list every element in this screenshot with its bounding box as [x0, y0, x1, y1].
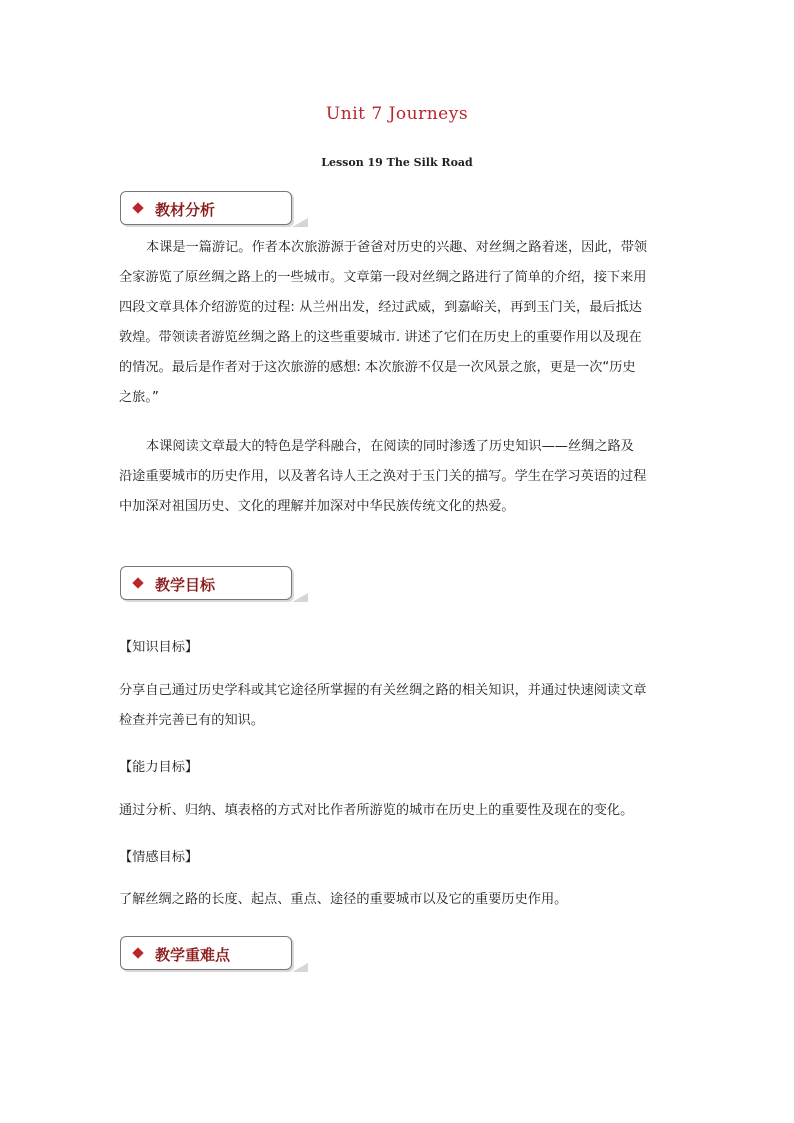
section-heading-goals	[120, 566, 292, 600]
text-line: 中加深对祖国历史、文化的理解并加深对中华民族传统文化的热爱。	[119, 499, 515, 514]
text-line: 本课是一篇游记。作者本次旅游源于爸爸对历史的兴趣、对丝绸之路着迷，因此，带领	[146, 240, 648, 255]
unit-title: Unit 7 Journeys	[325, 104, 469, 124]
analysis-paragraph-1	[119, 233, 674, 413]
emotion-goal-label: 【情感目标】	[119, 850, 199, 865]
knowledge-goal-text	[119, 676, 674, 736]
text-line: 之旅。”	[119, 390, 159, 405]
section-heading-analysis	[120, 191, 292, 225]
text-line: 通过分析、归纳、填表格的方式对比作者所游览的城市在历史上的重要性及现在的变化。	[119, 803, 634, 818]
text-line: 敦煌。带领读者游览丝绸之路上的这些重要城市. 讲述了它们在历史上的重要作用以及现在	[119, 330, 642, 345]
text-line: 四段文章具体介绍游览的过程: 从兰州出发，经过武威，到嘉峪关，再到玉门关，最后抵达	[119, 300, 642, 315]
analysis-paragraph-2	[119, 432, 674, 522]
text-line: 的情况。最后是作者对于这次旅游的感想: 本次旅游不仅是一次风景之旅，更是一次“历史	[119, 360, 636, 375]
text-line: 全家游览了原丝绸之路上的一些城市。文章第一段对丝绸之路进行了简单的介绍，接下来用	[119, 270, 647, 285]
section-heading-label: 教学重难点	[155, 946, 231, 964]
emotion-goal-text	[119, 885, 674, 915]
knowledge-goal-label: 【知识目标】	[119, 640, 199, 655]
ability-goal-text	[119, 796, 674, 826]
diamond-icon	[132, 947, 143, 958]
section-heading-label: 教学目标	[155, 576, 216, 594]
section-heading-label: 教材分析	[155, 201, 216, 219]
diamond-icon	[132, 202, 143, 213]
lesson-title: Lesson 19 The Silk Road	[321, 156, 473, 169]
diamond-icon	[132, 577, 143, 588]
text-line: 了解丝绸之路的长度、起点、重点、途径的重要城市以及它的重要历史作用。	[119, 892, 568, 907]
section-tab-decoration	[292, 218, 308, 227]
text-line: 本课阅读文章最大的特色是学科融合，在阅读的同时渗透了历史知识——丝绸之路及	[146, 439, 634, 454]
text-line: 沿途重要城市的历史作用，以及著名诗人王之涣对于玉门关的描写。学生在学习英语的过程	[119, 469, 647, 484]
text-line: 分享自己通过历史学科或其它途径所掌握的有关丝绸之路的相关知识，并通过快速阅读文章	[119, 683, 647, 698]
text-line: 检查并完善已有的知识。	[119, 713, 265, 728]
ability-goal-label: 【能力目标】	[119, 760, 199, 775]
section-tab-decoration	[292, 963, 308, 972]
section-tab-decoration	[292, 593, 308, 602]
section-heading-key-points	[120, 936, 292, 970]
